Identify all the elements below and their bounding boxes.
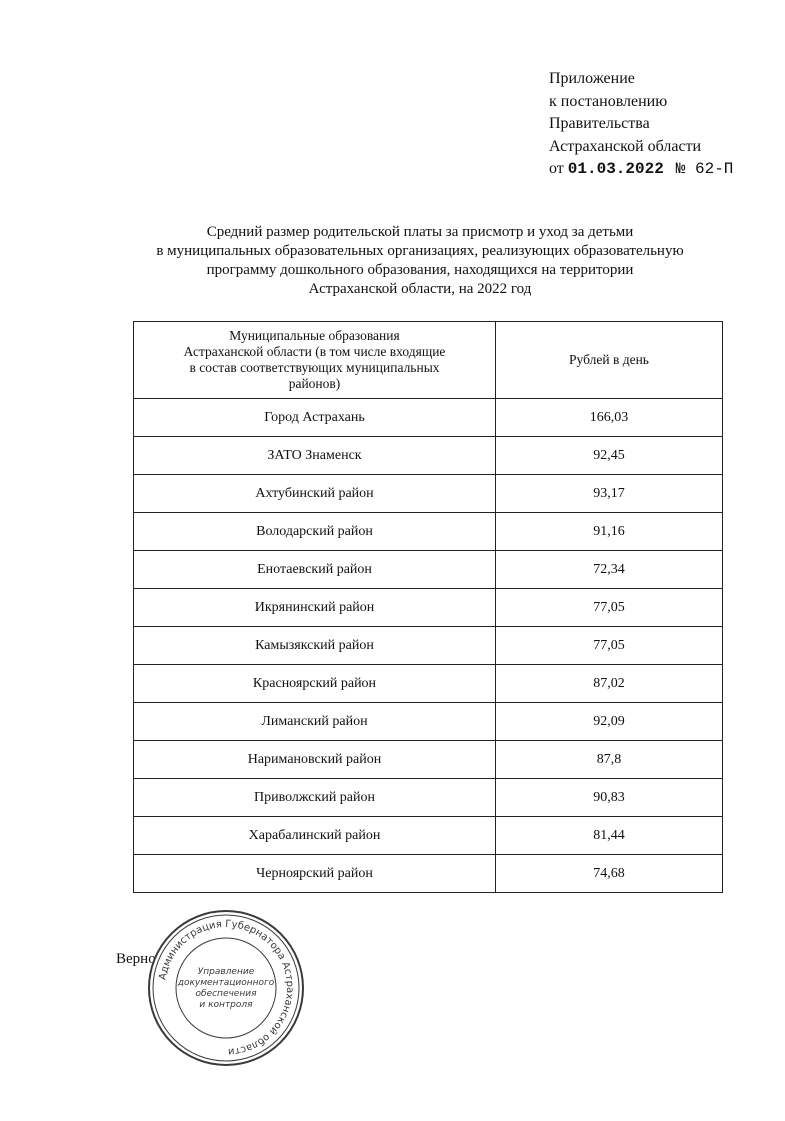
verno-label: Верно [116, 951, 156, 967]
municipality-cell: Володарский район [134, 513, 496, 551]
seal-inner-line: обеспечения [195, 989, 257, 999]
municipality-cell: Красноярский район [134, 665, 496, 703]
municipality-cell: Ахтубинский район [134, 475, 496, 513]
fee-cell: 77,05 [496, 589, 723, 627]
municipality-cell: Лиманский район [134, 703, 496, 741]
table-header-row [134, 322, 723, 399]
table-row [134, 741, 723, 779]
title-line: Астраханской области, на 2022 год [308, 281, 532, 297]
appendix-date-line [549, 158, 733, 181]
fee-cell: 87,02 [496, 665, 723, 703]
table-row [134, 589, 723, 627]
fee-cell: 77,05 [496, 627, 723, 665]
seal-inner-line: Управление [197, 967, 255, 977]
municipality-cell: Приволжский район [134, 779, 496, 817]
fee-cell: 90,83 [496, 779, 723, 817]
fee-cell: 81,44 [496, 817, 723, 855]
appendix-line: Приложение [549, 70, 635, 87]
municipality-cell: Город Астрахань [134, 399, 496, 437]
table-row [134, 399, 723, 437]
table-row [134, 475, 723, 513]
fees-table [133, 321, 723, 893]
fee-cell: 91,16 [496, 513, 723, 551]
table-row [134, 817, 723, 855]
fee-cell: 92,45 [496, 437, 723, 475]
header-rubles-per-day: Рублей в день [496, 322, 723, 399]
document-title [100, 223, 740, 299]
municipality-cell: Камызякский район [134, 627, 496, 665]
appendix-line: Астраханской области [549, 137, 702, 155]
appendix-line: к постановлению [549, 92, 668, 110]
official-seal-stamp [146, 908, 306, 1068]
svg-text:Администрация Губернатора Астр: Администрация Губернатора Астраханской области [157, 918, 296, 1058]
fee-cell: 92,09 [496, 703, 723, 741]
date-prefix: от [549, 160, 564, 177]
seal-inner-line: документационного [177, 978, 275, 988]
table-body [134, 399, 723, 893]
municipality-cell: Черноярский район [134, 855, 496, 893]
fee-cell: 166,03 [496, 399, 723, 437]
table-row [134, 627, 723, 665]
table-row [134, 779, 723, 817]
municipality-cell: ЗАТО Знаменск [134, 437, 496, 475]
title-line: в муниципальных образовательных организациях, реализующих образовательную [156, 243, 684, 259]
header-municipality: Муниципальные образования Астраханской области (в том числе входящие в состав соответствующих муниципальных районов) [134, 322, 496, 399]
title-line: программу дошкольного образования, находящихся на территории [206, 262, 634, 278]
appendix-block [549, 68, 733, 181]
municipality-cell: Харабалинский район [134, 817, 496, 855]
seal-inner-line: и контроля [199, 1000, 253, 1010]
municipality-cell: Икрянинский район [134, 589, 496, 627]
table-row [134, 437, 723, 475]
table-row [134, 551, 723, 589]
fee-cell: 87,8 [496, 741, 723, 779]
municipality-cell: Енотаевский район [134, 551, 496, 589]
decree-number: № 62-П [675, 160, 734, 178]
appendix-line: Правительства [549, 115, 650, 132]
municipality-cell: Наримановский район [134, 741, 496, 779]
fee-cell: 93,17 [496, 475, 723, 513]
decree-date: 01.03.2022 [567, 160, 664, 178]
fee-cell: 72,34 [496, 551, 723, 589]
fee-cell: 74,68 [496, 855, 723, 893]
table-row [134, 665, 723, 703]
table-row [134, 703, 723, 741]
title-line: Средний размер родительской платы за присмотр и уход за детьми [206, 224, 634, 240]
table-row [134, 855, 723, 893]
table-row [134, 513, 723, 551]
